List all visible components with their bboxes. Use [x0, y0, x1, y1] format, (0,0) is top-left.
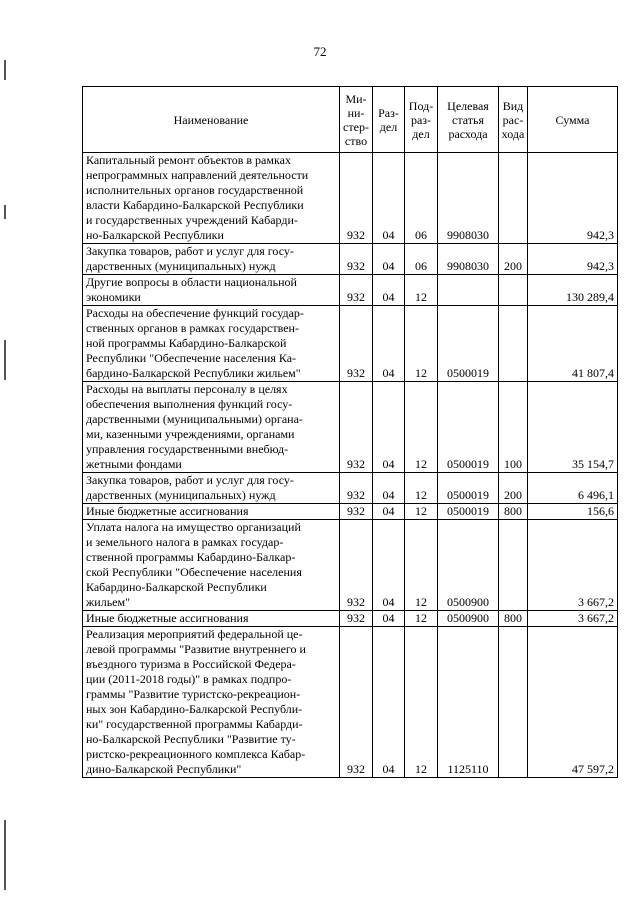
row-subsection: 12 [405, 611, 438, 627]
row-expense-type [499, 275, 528, 306]
row-name: Закупка товаров, работ и услуг для госу- дарственных (муниципальных) нужд [83, 473, 340, 504]
row-subsection: 12 [405, 275, 438, 306]
row-expense-type: 800 [499, 611, 528, 627]
row-section: 04 [373, 611, 405, 627]
table-body [83, 153, 618, 778]
row-subsection: 06 [405, 153, 438, 244]
row-name: Капитальный ремонт объектов в рамках непрограммных направлений деятельности исполнительных органов государственной власти Кабардино-Балкарской Республики и государственных учреждений Кабарди- но-Балкарской Республики [83, 153, 340, 244]
row-ministry: 932 [340, 275, 373, 306]
margin-mark [4, 60, 6, 80]
row-section: 04 [373, 473, 405, 504]
row-ministry: 932 [340, 382, 373, 473]
row-ministry: 932 [340, 153, 373, 244]
row-ministry: 932 [340, 473, 373, 504]
row-target [438, 275, 499, 306]
row-section: 04 [373, 627, 405, 778]
row-amount: 3 667,2 [528, 520, 618, 611]
row-target: 9908030 [438, 244, 499, 275]
col-header-name: Наименование [83, 87, 340, 153]
row-name: Иные бюджетные ассигнования [83, 611, 340, 627]
row-ministry: 932 [340, 627, 373, 778]
table-row [83, 382, 618, 473]
row-section: 04 [373, 520, 405, 611]
row-expense-type [499, 306, 528, 382]
row-expense-type: 200 [499, 244, 528, 275]
row-subsection: 12 [405, 627, 438, 778]
table-row [83, 244, 618, 275]
row-subsection: 12 [405, 306, 438, 382]
row-ministry: 932 [340, 306, 373, 382]
row-ministry: 932 [340, 611, 373, 627]
row-section: 04 [373, 244, 405, 275]
row-target: 0500900 [438, 611, 499, 627]
row-target: 1125110 [438, 627, 499, 778]
col-header-subsection: Под- раз- дел [405, 87, 438, 153]
table-row [83, 473, 618, 504]
row-amount: 47 597,2 [528, 627, 618, 778]
row-subsection: 06 [405, 244, 438, 275]
row-section: 04 [373, 306, 405, 382]
row-section: 04 [373, 275, 405, 306]
row-name: Расходы на обеспечение функций государ- ственных органов в рамках государствен- ной программы Кабардино-Балкарской Республики "Обеспечение населения Ка- бардино-Балкарской Республики жильем" [83, 306, 340, 382]
row-section: 04 [373, 382, 405, 473]
row-subsection: 12 [405, 473, 438, 504]
row-name: Иные бюджетные ассигнования [83, 504, 340, 520]
page-number: 72 [313, 44, 327, 59]
col-header-amount: Сумма [528, 87, 618, 153]
row-target: 9908030 [438, 153, 499, 244]
row-amount: 3 667,2 [528, 611, 618, 627]
row-name: Уплата налога на имущество организаций и земельного налога в рамках государ- ственной программы Кабардино-Балкар- ской Республики "Обеспечение населения Кабардино-Балкарской Республики жильем" [83, 520, 340, 611]
row-amount: 130 289,4 [528, 275, 618, 306]
table-row [83, 627, 618, 778]
table-row [83, 153, 618, 244]
row-expense-type: 200 [499, 473, 528, 504]
row-section: 04 [373, 153, 405, 244]
budget-table [82, 86, 618, 778]
row-subsection: 12 [405, 504, 438, 520]
row-expense-type [499, 153, 528, 244]
row-expense-type [499, 520, 528, 611]
row-ministry: 932 [340, 244, 373, 275]
table-row [83, 306, 618, 382]
row-ministry: 932 [340, 504, 373, 520]
row-ministry: 932 [340, 520, 373, 611]
table-row [83, 504, 618, 520]
col-header-section: Раз- дел [373, 87, 405, 153]
row-amount: 41 807,4 [528, 306, 618, 382]
row-amount: 156,6 [528, 504, 618, 520]
row-section: 04 [373, 504, 405, 520]
row-expense-type: 100 [499, 382, 528, 473]
table-header-row [83, 87, 618, 153]
row-subsection: 12 [405, 382, 438, 473]
col-header-target: Целевая статья расхода [438, 87, 499, 153]
row-name: Расходы на выплаты персоналу в целях обеспечения выполнения функций госу- дарственными (муниципальными) органа- ми, казенными учреждениями, органами управления государственными внебюд- жетными фондами [83, 382, 340, 473]
row-target: 0500019 [438, 382, 499, 473]
margin-mark [4, 205, 6, 219]
table-row [83, 520, 618, 611]
col-header-expense-type: Вид рас- хода [499, 87, 528, 153]
table-row [83, 275, 618, 306]
row-expense-type: 800 [499, 504, 528, 520]
row-amount: 942,3 [528, 153, 618, 244]
row-amount: 35 154,7 [528, 382, 618, 473]
margin-mark [4, 820, 6, 890]
row-amount: 942,3 [528, 244, 618, 275]
row-expense-type [499, 627, 528, 778]
row-subsection: 12 [405, 520, 438, 611]
row-name: Другие вопросы в области национальной экономики [83, 275, 340, 306]
margin-mark [4, 340, 6, 380]
row-target: 0500019 [438, 504, 499, 520]
row-amount: 6 496,1 [528, 473, 618, 504]
col-header-ministry: Ми- ни- стер- ство [340, 87, 373, 153]
table-row [83, 611, 618, 627]
row-name: Реализация мероприятий федеральной це- левой программы "Развитие внутреннего и въездного туризма в Российской Федера- ции (2011-2018 годы)" в рамках подпро- граммы "Развитие туристско-рекреацион- ных зон Кабардино-Балкарской Республи- ки" государственной программы Кабарди- но-Балкарской Республики "Развитие ту- ристско-рекреационного комплекса Кабар- дино-Балкарской Республики" [83, 627, 340, 778]
row-name: Закупка товаров, работ и услуг для госу- дарственных (муниципальных) нужд [83, 244, 340, 275]
row-target: 0500019 [438, 473, 499, 504]
row-target: 0500900 [438, 520, 499, 611]
row-target: 0500019 [438, 306, 499, 382]
